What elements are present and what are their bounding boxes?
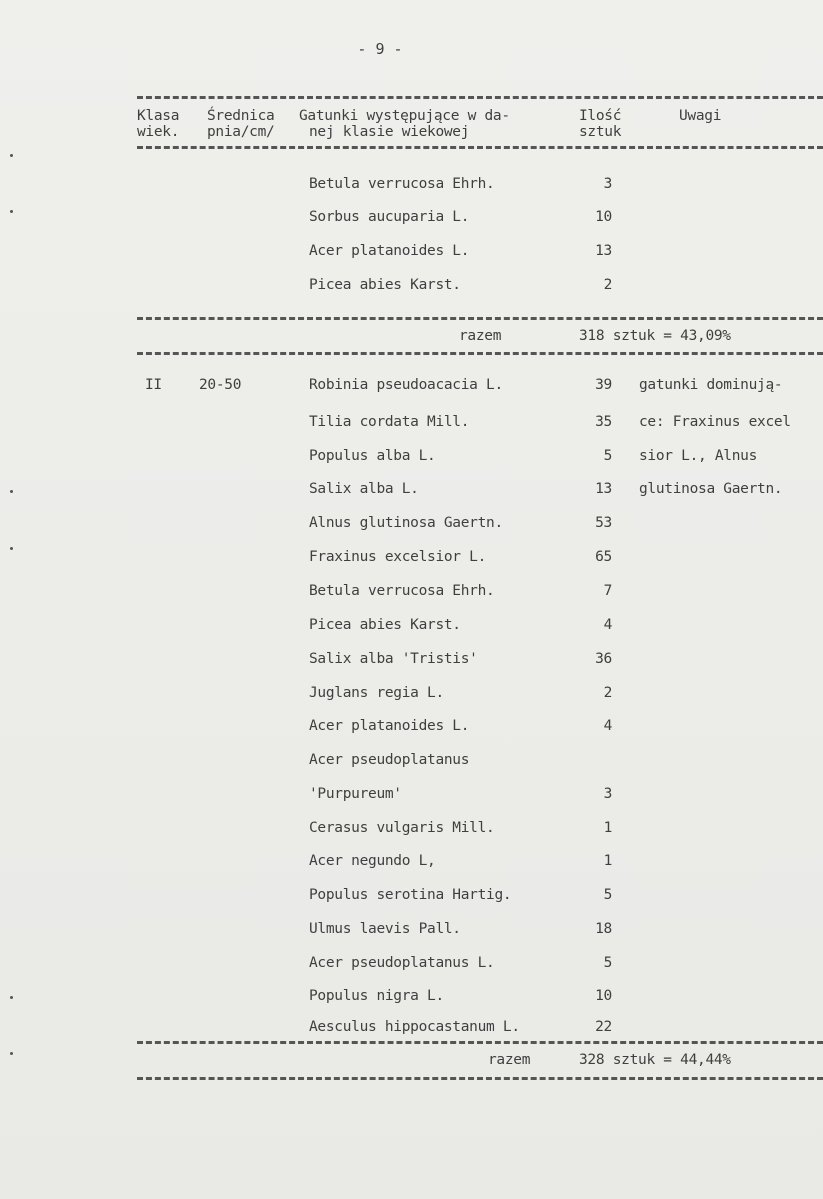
header-diameter-line1: Średnica [207, 108, 275, 124]
species-qty: 22 [595, 1019, 612, 1035]
species-qty: 10 [595, 209, 612, 225]
class-value: II [145, 377, 162, 393]
section2-total-label: razem [488, 1052, 531, 1068]
species-name: Alnus glutinosa Gaertn. [309, 515, 503, 531]
species-qty: 3 [603, 786, 612, 802]
species-name: Salix alba L. [309, 481, 419, 497]
diameter-value: 20-50 [199, 377, 242, 393]
species-qty: 39 [595, 377, 612, 393]
species-name: Sorbus aucuparia L. [309, 209, 470, 225]
header-diameter-line2: pnia/cm/ [207, 124, 275, 140]
species-name: Acer platanoides L. [309, 718, 470, 734]
margin-mark [10, 996, 13, 999]
species-qty: 1 [603, 820, 612, 836]
header-species-line2: nej klasie wiekowej [309, 124, 470, 140]
margin-mark [10, 547, 13, 550]
page-number: - 9 - [357, 40, 403, 58]
species-name: Salix alba 'Tristis' [309, 651, 478, 667]
species-name: Populus alba L. [309, 448, 436, 464]
species-qty: 7 [603, 583, 612, 599]
species-qty: 4 [603, 617, 612, 633]
species-qty: 13 [595, 243, 612, 259]
margin-mark [10, 210, 13, 213]
notes-line: glutinosa Gaertn. [639, 481, 783, 497]
section1-total-value: 318 sztuk = 43,09% [579, 328, 731, 344]
species-name: Betula verrucosa Ehrh. [309, 176, 495, 192]
notes-line: sior L., Alnus [639, 448, 758, 464]
species-qty: 4 [603, 718, 612, 734]
species-name: Robinia pseudoacacia L. [309, 377, 503, 393]
species-qty: 2 [603, 685, 612, 701]
species-name: Tilia cordata Mill. [309, 414, 470, 430]
header-top-rule [137, 96, 823, 99]
header-qty-line1: Ilość [579, 108, 622, 124]
section2-total-value: 328 sztuk = 44,44% [579, 1052, 731, 1068]
species-qty: 18 [595, 921, 612, 937]
species-name: Acer pseudoplatanus [309, 752, 470, 768]
section1-total-top-rule [137, 317, 823, 320]
notes-line: gatunki dominują- [639, 377, 783, 393]
notes-line: ce: Fraxinus excel [639, 414, 791, 430]
section1-total-label: razem [459, 328, 502, 344]
species-qty: 36 [595, 651, 612, 667]
species-qty: 53 [595, 515, 612, 531]
species-name: Acer pseudoplatanus L. [309, 955, 495, 971]
species-name: Acer negundo L, [309, 853, 436, 869]
species-name: Aesculus hippocastanum L. [309, 1019, 520, 1035]
species-qty: 65 [595, 549, 612, 565]
margin-mark [10, 1052, 13, 1055]
header-notes: Uwagi [679, 108, 722, 124]
species-name: Juglans regia L. [309, 685, 444, 701]
header-qty-line2: sztuk [579, 124, 622, 140]
species-name: Betula verrucosa Ehrh. [309, 583, 495, 599]
species-name: 'Purpureum' [309, 786, 402, 802]
header-class-line1: Klasa [137, 108, 180, 124]
species-name: Fraxinus excelsior L. [309, 549, 487, 565]
species-qty: 35 [595, 414, 612, 430]
header-bottom-rule [137, 146, 823, 149]
species-name: Ulmus laevis Pall. [309, 921, 461, 937]
species-name: Acer platanoides L. [309, 243, 470, 259]
species-qty: 2 [603, 277, 612, 293]
species-qty: 13 [595, 481, 612, 497]
header-species-line1: Gatunki występujące w da- [299, 108, 510, 124]
species-qty: 5 [603, 448, 612, 464]
margin-mark [10, 490, 13, 493]
species-name: Picea abies Karst. [309, 277, 461, 293]
species-name: Populus serotina Hartig. [309, 887, 512, 903]
header-class-line2: wiek. [137, 124, 180, 140]
species-name: Picea abies Karst. [309, 617, 461, 633]
margin-mark [10, 154, 13, 157]
species-name: Cerasus vulgaris Mill. [309, 820, 495, 836]
section1-total-bottom-rule [137, 352, 823, 355]
section2-total-top-rule [137, 1041, 823, 1044]
species-qty: 5 [603, 955, 612, 971]
species-qty: 1 [603, 853, 612, 869]
species-name: Populus nigra L. [309, 988, 444, 1004]
section2-total-bottom-rule [137, 1077, 823, 1080]
species-qty: 5 [603, 887, 612, 903]
species-qty: 10 [595, 988, 612, 1004]
species-qty: 3 [603, 176, 612, 192]
